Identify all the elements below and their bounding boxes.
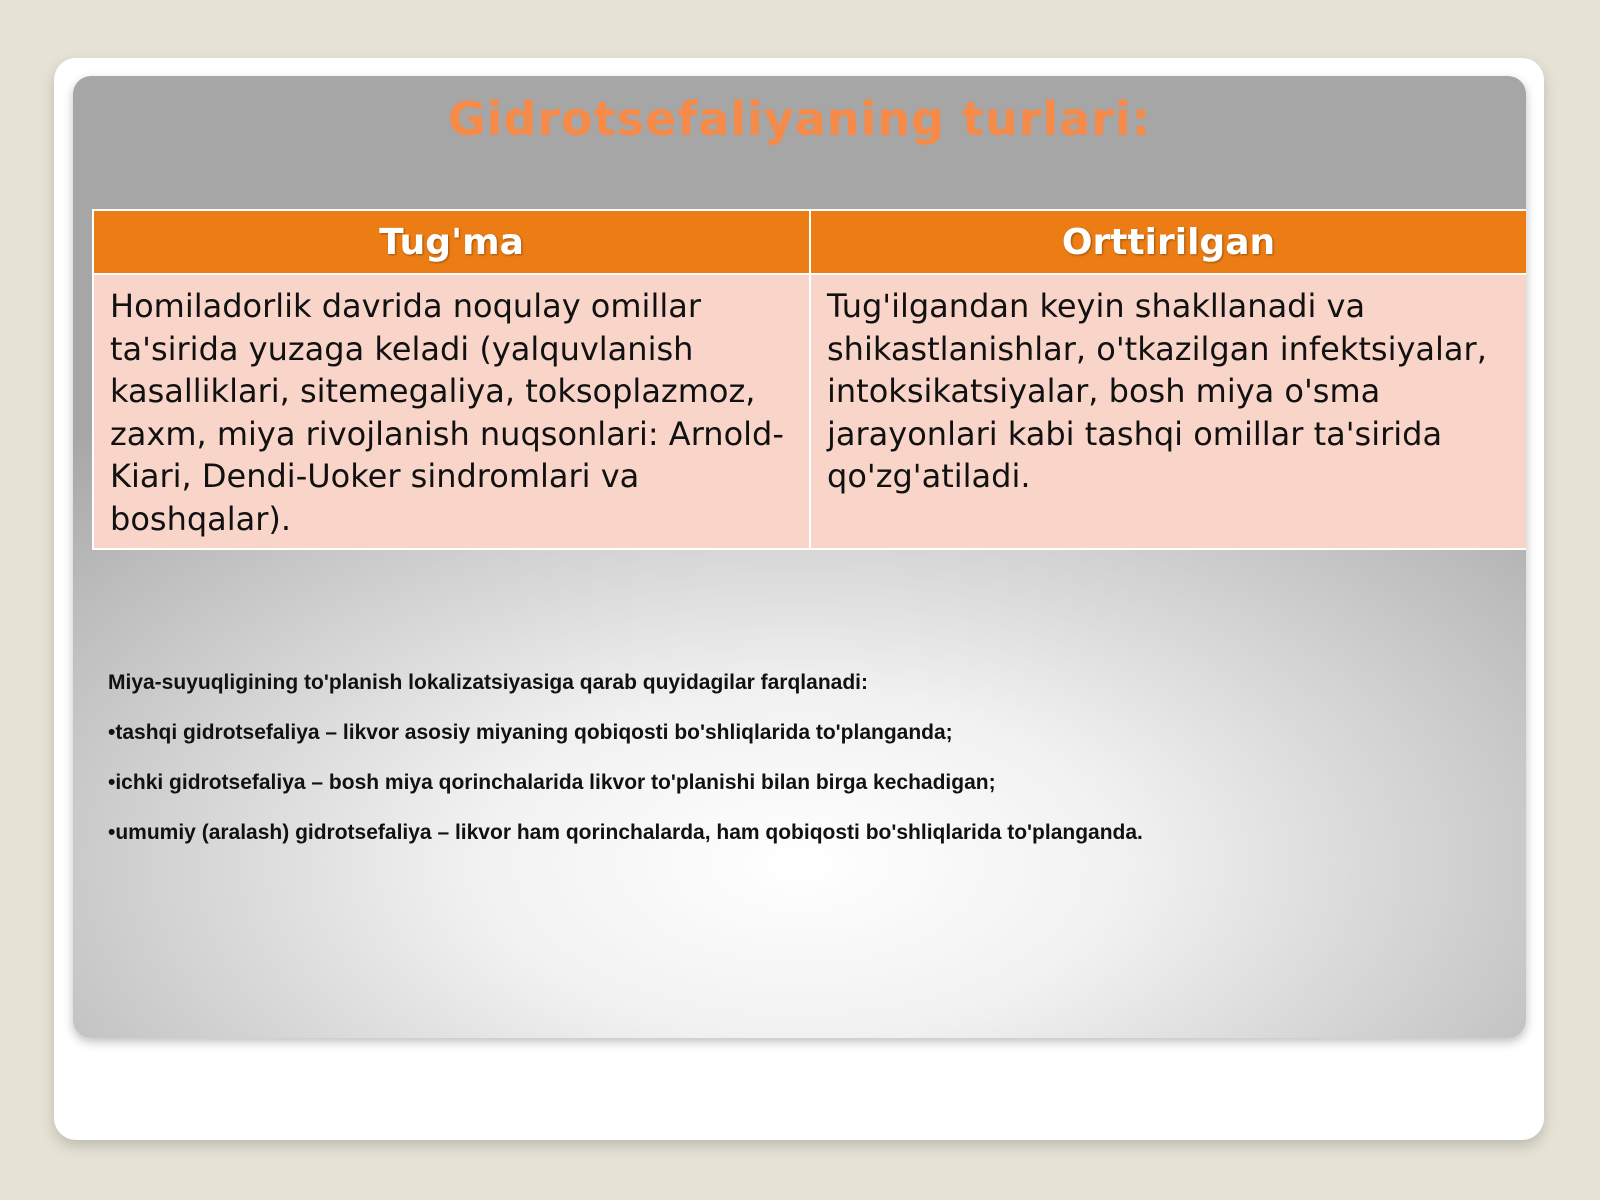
list-item: •ichki gidrotsefaliya – bosh miya qorinchalarida likvor to'planishi bilan birga kechadigan; — [108, 771, 996, 794]
slide — [73, 76, 1526, 1038]
list-item: •tashqi gidrotsefaliya – likvor asosiy miyaning qobiqosti bo'shliqlarida to'planganda; — [108, 721, 953, 744]
table-header-row — [93, 210, 1526, 274]
classification-notes — [108, 670, 1508, 870]
hydrocephalus-types-table — [92, 209, 1526, 550]
cell-congenital-description: Homiladorlik davrida noqulay omillar ta'sirida yuzaga keladi (yalquvlanish kasalliklari, sitemegaliya, toksoplazmoz, zaxm, miya rivojlanish nuqsonlari: Arnold-Kiari, Dendi-Uoker sindromlari va boshqalar). — [93, 274, 810, 549]
table-row — [93, 274, 1526, 549]
cell-acquired-description: Tug'ilgandan keyin shakllanadi va shikastlanishlar, o'tkazilgan infektsiyalar, intoksikatsiyalar, bosh miya o'sma jarayonlari kabi tashqi omillar ta'sirida qo'zg'atiladi. — [810, 274, 1526, 549]
header-congenital: Tug'ma — [93, 210, 810, 274]
list-item: •umumiy (aralash) gidrotsefaliya – likvor ham qorinchalarda, ham qobiqosti bo'shliqlarida to'planganda. — [108, 821, 1143, 844]
notes-intro: Miya-suyuqligining to'planish lokalizatsiyasiga qarab quyidagilar farqlanadi: — [108, 671, 868, 694]
header-acquired: Orttirilgan — [810, 210, 1526, 274]
slide-title: Gidrotsefaliyaning turlari: — [447, 92, 1152, 146]
